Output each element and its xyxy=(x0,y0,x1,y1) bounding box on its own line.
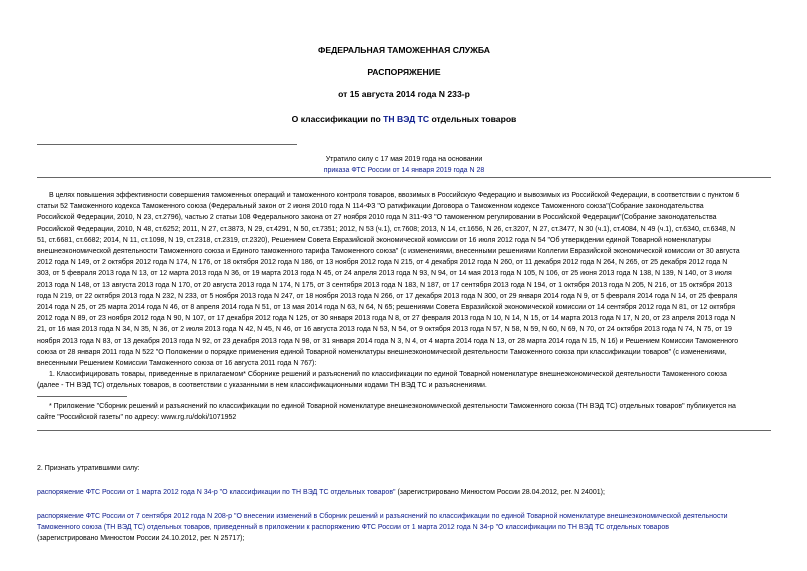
text-line: 2014 года N 25, от 25 марта 2014 года N 46, от 8 апреля 2014 года N 51, от 13 мая 2014 года N 63, N 64, N 65; решениями Совета Евразийской экономической комиссии от 14 сентября 2012 года N 81, от 12 октября xyxy=(37,304,735,312)
text-line: союза от 28 января 2011 года N 522 "О Положении о порядке применения единой Товарной номенклатуры внешнеэкономической деятельности Таможенного союза при классификации товаров" (с изменениями, xyxy=(37,348,727,356)
text-line: внесенными Решением Комиссии Таможенного союза от 16 августа 2011 года N 767): xyxy=(37,360,317,368)
text-line: Российской Федерации, 2010, N 48, ст.6252; 2011, N 27, ст.3873, N 29, ст.4291, N 50, ст.7351; 2012, N 53 (ч.1), ст.7608; 2013, N 14, ст.1656, N 26, ст.3207, N 27, ст.3477, N 30 (ч.1), ст.4084, N 49 (ч.1), ст.6340, ст.6348, N xyxy=(37,225,736,233)
separator-line xyxy=(37,177,771,178)
document-date: от 15 августа 2014 года N 233-р xyxy=(338,89,470,99)
footnote xyxy=(37,401,771,423)
tn-ved-link[interactable]: ТН ВЭД ТС xyxy=(383,114,430,124)
document-title xyxy=(37,114,771,124)
repealed-order-link-1[interactable]: распоряжение ФТС России от 1 марта 2012 года N 34-р "О классификации по ТН ВЭД ТС отдельных товаров" xyxy=(37,489,396,496)
separator-line xyxy=(37,144,297,145)
text-line: статьи 52 Таможенного кодекса Таможенного союза (Федеральный закон от 2 июня 2010 года N 114-ФЗ "О ратификации Договора о Таможенном кодексе Таможенного союза"(Собрание законодательства xyxy=(37,203,704,211)
expired-notice: Утратило силу с 17 мая 2019 года на основании xyxy=(325,156,483,163)
repealed-entry-1 xyxy=(37,487,771,498)
text-line: * Приложение "Сборник решений и разъяснений по классификации по единой Товарной номенклатуре внешнеэкономической деятельности Таможенного союза (ТН ВЭД ТС) отдельных товаров" публикуется на xyxy=(49,403,736,410)
text-line: 51, ст.6681, ст.6682; 2014, N 11, ст.1098, N 19, ст.2318, ст.2319, ст.2320), Решением Совета Евразийской экономической комиссии от 16 июля 2012 года N 54 "Об утверждении единой Товарной номенклатуры xyxy=(37,236,711,244)
title-suffix: отдельных товаров xyxy=(429,114,517,124)
repealed-order-link-2[interactable]: распоряжение ФТС России от 7 сентября 2012 года N 208-р "О внесении изменений в Сборник решений и разъяснений по классификации по единой Товарной номенклатуре внешнеэкономической деятельности xyxy=(37,513,728,520)
repealed-entry-2 xyxy=(37,511,771,545)
preamble-paragraph xyxy=(37,190,771,369)
text-line: В целях повышения эффективности совершения таможенных операций и таможенного контроля товаров, ввозимых в Российскую Федерацию и вывозимых из Российской Федерации, в соответствии с пунктом 6 xyxy=(49,192,740,199)
repealed-entry-1-tail: (зарегистрировано Минюстом России 28.04.2012, рег. N 24001); xyxy=(395,489,605,496)
text-line: 303, от 5 февраля 2013 года N 13, от 12 марта 2013 года N 36, от 19 марта 2013 года N 45, от 24 апреля 2013 года N 93, N 94, от 14 мая 2013 года N 105, N 106, от 25 июня 2013 года N 138, N 139, N 140, от 3 июля xyxy=(37,270,732,278)
document-type: РАСПОРЯЖЕНИЕ xyxy=(367,67,441,77)
text-line: сайте "Российской газеты" по адресу: www.rg.ru/doki/1071952 xyxy=(37,414,237,422)
expired-order-link[interactable]: приказа ФТС России от 14 января 2019 года N 28 xyxy=(323,167,485,174)
text-line: (зарегистрировано Минюстом России 24.10.2012, рег. N 25717); xyxy=(37,535,245,543)
item-2-heading: 2. Признать утратившими силу: xyxy=(37,465,140,472)
title-prefix: О классификации по xyxy=(291,114,384,124)
text-line: (далее - ТН ВЭД ТС) отдельных товаров, в соответствии с указанными в нем классификационными кодами ТН ВЭД ТС и разъяснениями. xyxy=(37,382,487,390)
text-line: 1. Классифицировать товары, приведенные в прилагаемом* Сборнике решений и разъяснений по классификации по единой Товарной номенклатуре внешнеэкономической деятельности Таможенного союза xyxy=(49,371,727,378)
text-line: Российской Федерации, 2010, N 23, ст.2796), частью 2 статьи 108 Федерального закона от 27 ноября 2010 года N 311-ФЗ "О таможенном регулировании в Российской Федерации"(Собрание законодательства xyxy=(37,214,717,222)
item-1-paragraph xyxy=(37,369,771,391)
text-line: ноября 2013 года N 83, от 13 декабря 2013 года N 92, от 23 декабря 2013 года N 98, от 31 января 2014 года N 3, N 4, от 4 марта 2014 года N 13, от 28 марта 2014 года N 15, N 16) и Решением Комиссии Таможенного xyxy=(37,337,739,345)
text-line: года N 219, от 22 октября 2013 года N 232, N 233, от 5 ноября 2013 года N 247, от 18 ноября 2013 года N 266, от 17 декабря 2013 года N 300, от 29 января 2014 года N 9, от 5 февраля 2014 года N 14, от 25 февраля xyxy=(37,292,738,300)
text-line: 2013 года N 148, от 13 августа 2013 года N 170, от 20 августа 2013 года N 174, N 175, от 3 сентября 2013 года N 183, N 187, от 17 сентября 2013 года N 194, от 1 октября 2013 года N 205, N 216, от 15 октября 2013 xyxy=(37,281,733,289)
text-line: 2012 года N 149, от 2 октября 2012 года N 174, N 176, от 18 октября 2012 года N 186, от 13 ноября 2012 года N 215, от 4 декабря 2012 года N 260, от 11 декабря 2012 года N 264, N 265, от 25 декабря 2012 года N xyxy=(37,259,728,267)
agency-name: ФЕДЕРАЛЬНАЯ ТАМОЖЕННАЯ СЛУЖБА xyxy=(318,45,490,55)
repealed-order-link-2-cont[interactable]: Таможенного союза (ТН ВЭД ТС) отдельных товаров, приведенный в приложении к распоряжению ФТС России от 1 марта 2012 года N 34-р "О классификации по ТН ВЭД ТС отдельных товаров xyxy=(37,524,669,532)
footnote-separator xyxy=(37,396,127,397)
separator-line xyxy=(37,430,771,431)
text-line: внешнеэкономической деятельности Таможенного союза и Единого таможенного тарифа Таможенного союза" (с изменениями, внесенными решениями Коллегии Евразийской экономической комиссии от 30 августа xyxy=(37,248,740,256)
text-line: 21, от 16 мая 2013 года N 34, N 35, N 36, от 2 июля 2013 года N 42, N 45, N 46, от 16 августа 2013 года N 53, N 54, от 9 октября 2013 года N 57, N 58, N 59, N 60, N 69, N 70, от 24 октября 2013 года N 74, N 75, от 19 xyxy=(37,326,732,334)
text-line: 2012 года N 89, от 23 ноября 2012 года N 90, N 107, от 17 декабря 2012 года N 125, от 30 января 2013 года N 8, от 27 февраля 2013 года N 10, N 14, N 15, от 14 марта 2013 года N 17, N 20, от 23 апреля 2013 года N xyxy=(37,315,736,323)
